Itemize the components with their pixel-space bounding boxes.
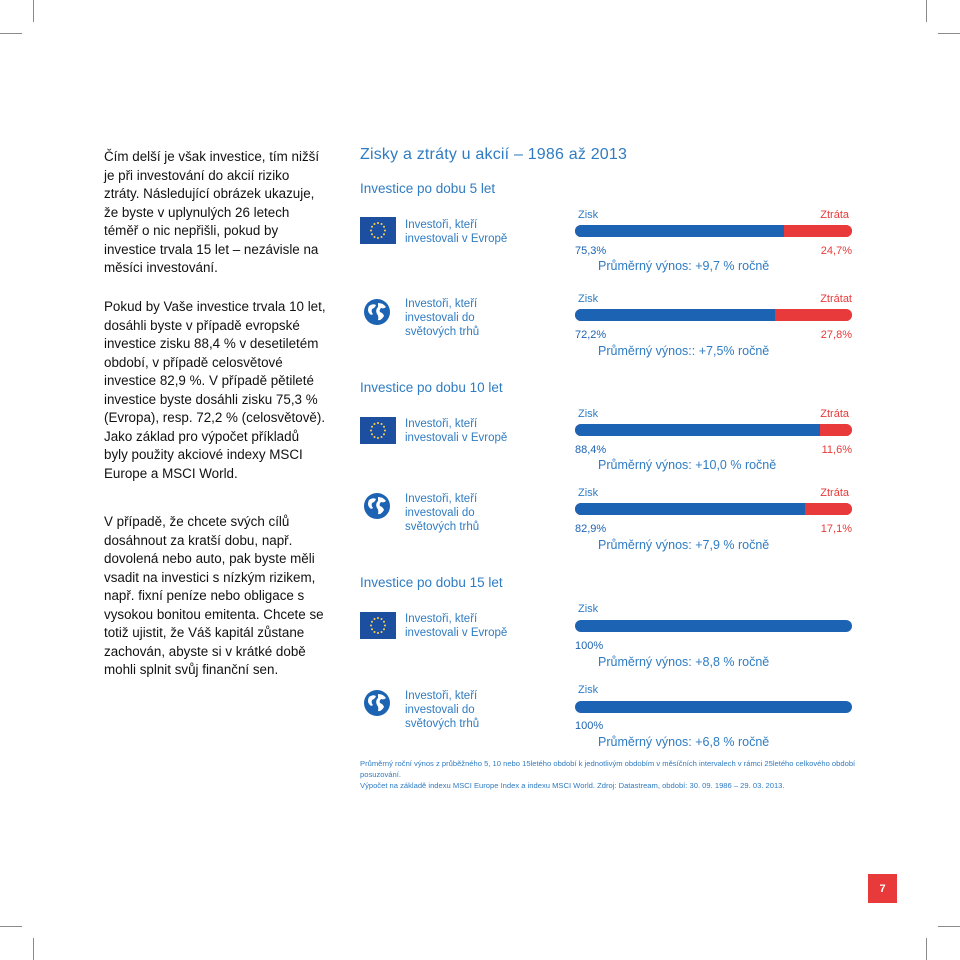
- gain-segment: [575, 620, 852, 632]
- loss-segment: [784, 225, 852, 237]
- gain-loss-bar: [575, 620, 852, 632]
- gain-percent: 75,3%: [575, 245, 607, 257]
- paragraph-text: Čím delší je však investice, tím nižší je při investování do akcií riziko ztráty. Následující obrázek ukazuje, že byste v uplynulých 26 letech téměř o nic nepřišli, pokud by investice trvala 15 let – nezávisle na měsíci investování.: [104, 149, 320, 275]
- loss-label: Ztráta: [820, 209, 849, 221]
- average-return: Průměrný výnos:: +7,5% ročně: [598, 344, 770, 358]
- gain-loss-bar: [575, 503, 852, 515]
- loss-segment: [775, 309, 852, 321]
- gain-label: Zisk: [578, 487, 599, 499]
- gain-segment: [575, 225, 784, 237]
- loss-segment: [805, 503, 852, 515]
- gain-percent: 100%: [575, 640, 604, 652]
- intro-paragraph: [104, 148, 326, 278]
- footnote-line: Průměrný roční výnos z průběžného 5, 10 nebo 15letého období k jednotlivým obdobím v měsíčních intervalech v rámci 25letého celkového období posuzování.: [360, 759, 856, 779]
- loss-label: Ztráta: [820, 487, 849, 499]
- globe-icon: [363, 689, 391, 717]
- footnote: [360, 758, 860, 791]
- loss-percent: 17,1%: [820, 523, 852, 535]
- advice-paragraph: [104, 513, 326, 680]
- section-title-15-years: Investice po dobu 15 let: [360, 575, 503, 590]
- gain-loss-bar: [575, 424, 852, 436]
- gain-label: Zisk: [578, 684, 599, 696]
- gain-segment: [575, 309, 775, 321]
- crop-mark: [926, 938, 927, 960]
- paragraph-text: V případě, že chcete svých cílů dosáhnout za kratší dobu, např. dovolená nebo auto, pak byste měli vsadit na investici s nízkým rizikem, např. fixní peníze nebo obligace s vysokou bonitou emitenta. Chcete se totiž ujistit, že Váš kapitál zůstane zachován, abyste si v krátké době mohli splnit svůj finanční sen.: [104, 514, 324, 677]
- eu-flag-icon: [360, 612, 396, 639]
- investor-label: Investoři, kteří investovali v Evropě: [405, 613, 508, 639]
- gain-loss-bar: [575, 701, 852, 713]
- average-return: Průměrný výnos: +6,8 % ročně: [598, 735, 770, 749]
- globe-icon: [363, 298, 391, 326]
- eu-flag-icon: [360, 417, 396, 444]
- gain-percent: 100%: [575, 720, 604, 732]
- section-title-10-years: Investice po dobu 10 let: [360, 380, 503, 395]
- investor-label: Investoři, kteří investovali do světových trhů: [405, 298, 480, 338]
- average-return: Průměrný výnos: +10,0 % ročně: [598, 458, 777, 472]
- gain-percent: 82,9%: [575, 523, 607, 535]
- crop-mark: [926, 0, 927, 22]
- loss-label: Ztráta: [820, 408, 849, 420]
- crop-mark: [938, 33, 960, 34]
- results-paragraph: [104, 298, 326, 483]
- gain-percent: 88,4%: [575, 444, 607, 456]
- crop-mark: [938, 926, 960, 927]
- gain-segment: [575, 503, 805, 515]
- average-return: Průměrný výnos: +7,9 % ročně: [598, 538, 770, 552]
- investor-label: Investoři, kteří investovali v Evropě: [405, 418, 508, 444]
- paragraph-text: Pokud by Vaše investice trvala 10 let, dosáhli byste v případě evropské investice zisku 88,4 % v desetiletém období, v případě celosvětové investice 82,9 %. V případě pětileté investice byste dosáhli zisku 75,3 % (Evropa), resp. 72,2 % (celosvětově). Jako základ pro výpočet příkladů byly použity akciové indexy MSCI Europe a MSCI World.: [104, 299, 326, 481]
- crop-mark: [0, 33, 22, 34]
- gain-label: Zisk: [578, 408, 599, 420]
- gain-label: Zisk: [578, 293, 599, 305]
- average-return: Průměrný výnos: +9,7 % ročně: [598, 259, 770, 273]
- gain-label: Zisk: [578, 603, 599, 615]
- page-number: 7: [868, 874, 897, 903]
- loss-percent: 27,8%: [820, 329, 852, 341]
- investor-label: Investoři, kteří investovali v Evropě: [405, 219, 508, 245]
- average-return: Průměrný výnos: +8,8 % ročně: [598, 655, 770, 669]
- gain-segment: [575, 424, 820, 436]
- footnote-line: Výpočet na základě indexu MSCI Europe Index a indexu MSCI World. Zdroj: Datastream, období: 30. 09. 1986 – 29. 03. 2013.: [360, 781, 785, 790]
- section-title-5-years: Investice po dobu 5 let: [360, 181, 496, 196]
- loss-segment: [820, 424, 852, 436]
- gain-loss-bar: [575, 309, 852, 321]
- gain-loss-bar: [575, 225, 852, 237]
- infographic-title: Zisky a ztráty u akcií – 1986 až 2013: [360, 146, 628, 163]
- gain-percent: 72,2%: [575, 329, 607, 341]
- eu-flag-icon: [360, 217, 396, 244]
- gain-segment: [575, 701, 852, 713]
- loss-label: Ztrátat: [820, 293, 852, 305]
- loss-percent: 11,6%: [821, 444, 852, 456]
- gain-label: Zisk: [578, 209, 599, 221]
- crop-mark: [33, 938, 34, 960]
- loss-percent: 24,7%: [820, 245, 852, 257]
- investor-label: Investoři, kteří investovali do světových trhů: [405, 690, 480, 730]
- crop-mark: [33, 0, 34, 22]
- globe-icon: [363, 492, 391, 520]
- crop-mark: [0, 926, 22, 927]
- investor-label: Investoři, kteří investovali do světových trhů: [405, 493, 480, 533]
